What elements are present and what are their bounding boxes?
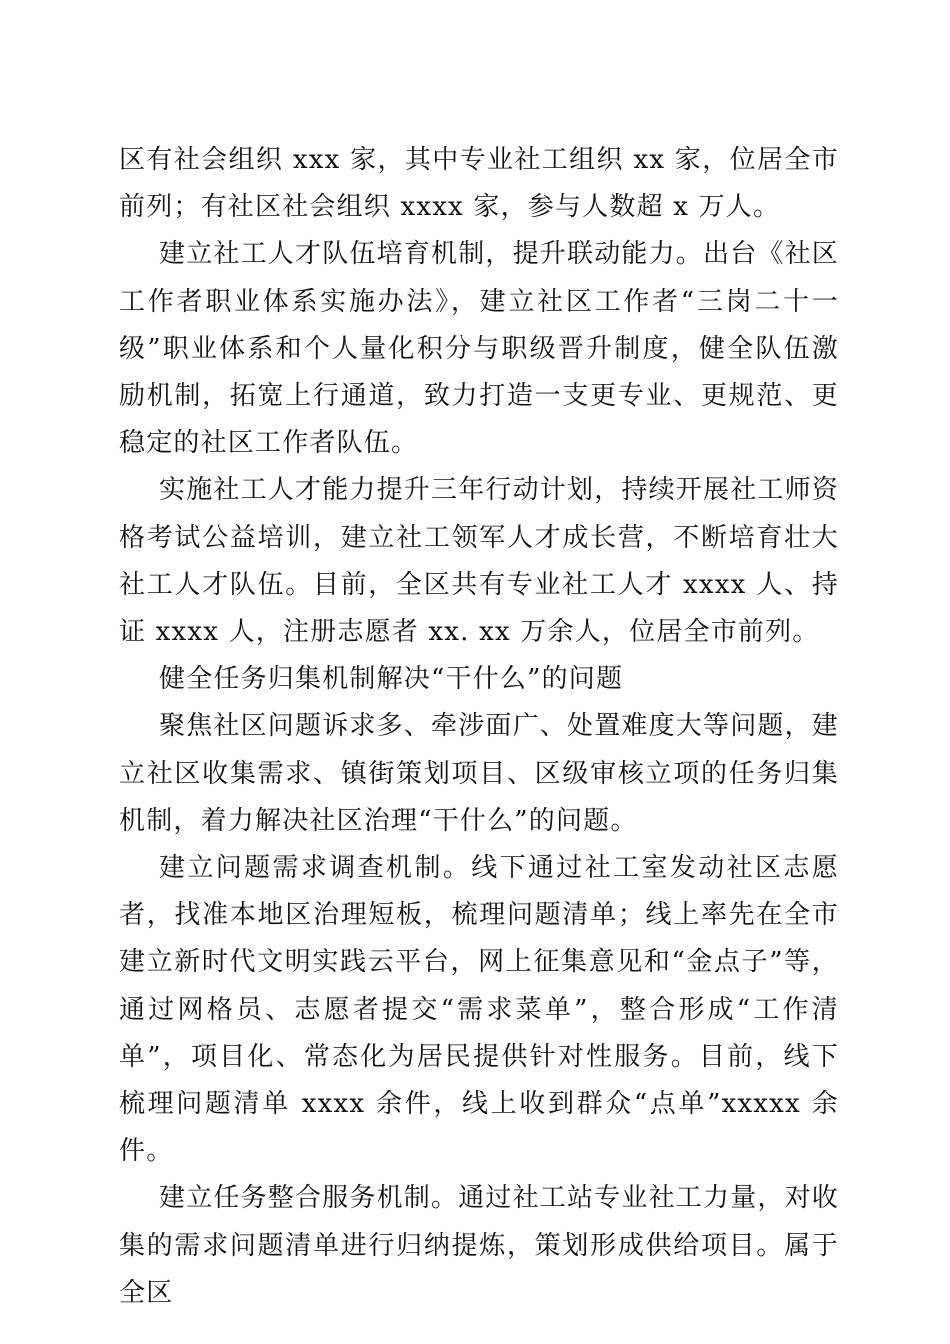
paragraph-5: 建立问题需求调查机制。线下通过社工室发动社区志愿者，找准本地区治理短板，梳理问题清单；线上率先在全市建立新时代文明实践云平台，网上征集意见和“金点子”等，通过网格员、志愿者提交“需求菜单”，整合形成“工作清单”，项目化、常态化为居民提供针对性服务。目前，线下梳理问题清单 xxxx 余件，线上收到群众“点单”xxxxx 余件。 (119, 853, 839, 1167)
paragraph-2: 建立社工人才队伍培育机制，提升联动能力。出台《社区工作者职业体系实施办法》，建立社区工作者“三岗二十一级”职业体系和个人量化积分与职级晋升制度，健全队伍激励机制，拓宽上行通道，致力打造一支更专业、更规范、更稳定的社区工作者队伍。 (119, 239, 840, 459)
paragraph-6: 建立任务整合服务机制。通过社工站专业社工力量，对收集的需求问题清单进行归纳提炼，策划形成供给项目。属于全区 (119, 1183, 840, 1308)
paragraph-1: 区有社会组织 xxx 家，其中专业社工组织 xx 家，位居全市前列；有社区社会组织 xxxx 家，参与人数超 x 万人。 (119, 145, 839, 223)
document-body (119, 137, 839, 1317)
section-heading: 健全任务归集机制解决“干什么”的问题 (159, 664, 624, 695)
paragraph-3: 实施社工人才能力提升三年行动计划，持续开展社工师资格考试公益培训，建立社工领军人才成长营，不断培育壮大社工人才队伍。目前，全区共有专业社工人才 xxxx 人、持证 xxxx 人，注册志愿者 xx. xx 万余人，位居全市前列。 (119, 475, 840, 648)
paragraph-4: 聚焦社区问题诉求多、牵涉面广、处置难度大等问题，建立社区收集需求、镇街策划项目、区级审核立项的任务归集机制，着力解决社区治理“干什么”的问题。 (119, 711, 840, 836)
